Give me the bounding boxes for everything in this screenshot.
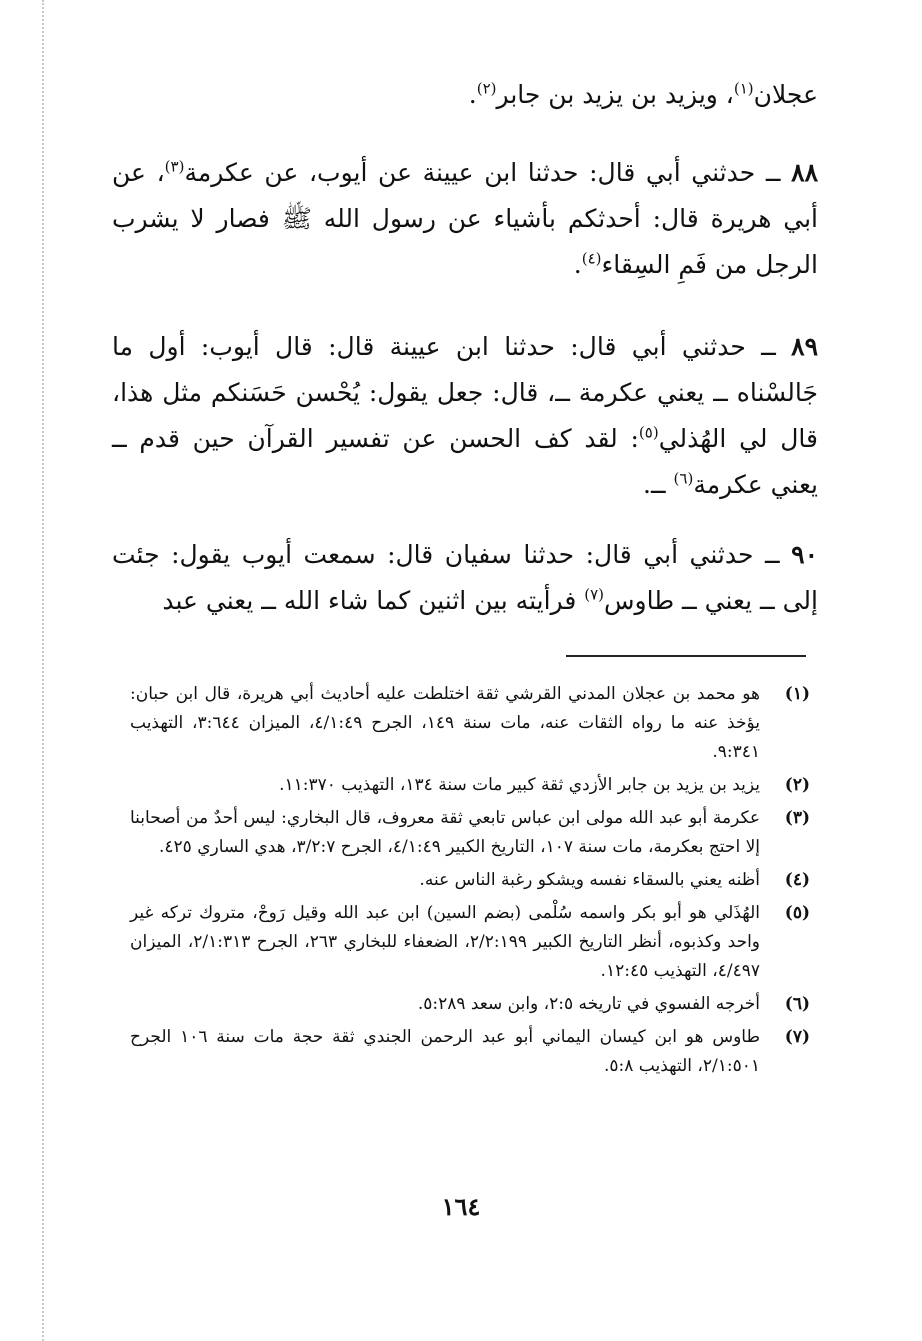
footnote-number: (٢) — [784, 775, 810, 795]
footnote-ref-1[interactable]: (١) — [733, 79, 754, 98]
footnote-number: (٧) — [784, 1027, 810, 1047]
footnote-1 — [130, 680, 810, 767]
hadith-number: ٨٩ — [791, 332, 818, 361]
footnote-text: عكرمة أبو عبد الله مولى ابن عباس تابعي ثقة معروف، قال البخاري: ليس أحدٌ من أصحابنا إلا احتج بعكرمة، مات سنة ١٠٧، التاريخ الكبير ٤/١:٤٩، الجرح ٣/٢:٧، هدي الساري ٤٢٥. — [130, 808, 760, 857]
hadith-number: ٩٠ — [791, 540, 818, 569]
footnote-number: (٤) — [784, 870, 810, 890]
footnote-number: (٣) — [784, 808, 810, 828]
footnote-text: يزيد بن يزيد بن جابر الأزدي ثقة كبير مات سنة ١٣٤، التهذيب ١١:٣٧٠. — [279, 775, 760, 795]
footnotes-section — [130, 680, 810, 1085]
footnote-ref-5[interactable]: (٥) — [638, 423, 659, 442]
footnote-4 — [130, 866, 810, 895]
text: . — [573, 250, 582, 279]
footnote-number: (١) — [784, 684, 810, 704]
footnote-text: الهُذَلي هو أبو بكر واسمه سُلْمى (بضم السين) ابن عبد الله وقيل رَوحْ، متروك تركه غير واحد وكذبوه، أنظر التاريخ الكبير ٢/٢:١٩٩، الضعفاء للبخاري ٢٦٣، الجرح ٢/١:٣١٣، الميزان ٤/٤٩٧، التهذيب ١٢:٤٥. — [130, 903, 761, 981]
footnote-separator — [566, 655, 806, 657]
text: عجلان — [753, 80, 818, 109]
text: ــ. — [643, 470, 674, 499]
footnote-ref-7[interactable]: (٧) — [584, 585, 604, 604]
footnote-number: (٦) — [784, 994, 810, 1014]
scan-margin-divider — [42, 0, 44, 1341]
footnote-ref-6[interactable]: (٦) — [673, 469, 694, 488]
footnote-text: طاوس هو ابن كيسان اليماني أبو عبد الرحمن الجندي ثقة حجة مات سنة ١٠٦ الجرح ٢/١:٥٠١، التهذيب ٥:٨. — [130, 1027, 761, 1076]
text: ــ حدثني أبي قال: حدثنا ابن عيينة قال: قال أيوب: أول ما جَالسْناه ــ يعني عكرمة ــ، قال: جعل يقول: يُحْسن حَسَنكم مثل هذا، قال لي الهُذلي — [112, 332, 818, 453]
footnote-ref-2[interactable]: (٢) — [476, 79, 497, 98]
footnote-2 — [130, 771, 810, 800]
footnote-3 — [130, 804, 810, 862]
text: ، ويزيد بن يزيد بن جابر — [496, 80, 734, 109]
footnote-7 — [130, 1023, 810, 1081]
text: فرأيته بين اثنين كما شاء الله ــ يعني عبد — [162, 586, 585, 615]
opening-paragraph — [112, 72, 818, 118]
text: : لقد كف الحسن عن تفسير القرآن حين قدم ــ يعني عكرمة — [112, 424, 818, 499]
hadith-89 — [112, 324, 818, 508]
footnote-text: هو محمد بن عجلان المدني القرشي ثقة اختلطت عليه أحاديث أبي هريرة، قال ابن حبان: يؤخذ عنه ما رواه الثقات عنه، مات سنة ١٤٩، الجرح ٤/١:٤٩، الميزان ٣:٦٤٤، التهذيب ٩:٣٤١. — [130, 684, 761, 762]
text: ، عن أبي هريرة قال: أحدثكم بأشياء عن رسول الله ﷺ فصار لا يشرب الرجل من فَمِ السِقاء — [112, 158, 818, 279]
hadith-88 — [112, 150, 818, 288]
footnote-5 — [130, 899, 810, 986]
footnote-6 — [130, 990, 810, 1019]
footnote-ref-3[interactable]: (٣) — [164, 157, 185, 176]
text: ــ حدثني أبي قال: حدثنا ابن عيينة عن أيوب، عن عكرمة — [184, 158, 792, 187]
footnote-number: (٥) — [784, 903, 810, 923]
footnote-text: أظنه يعني بالسقاء نفسه ويشكو رغبة الناس عنه. — [419, 870, 760, 890]
page-number: ١٦٤ — [441, 1192, 481, 1221]
footnote-text: أخرجه الفسوي في تاريخه ٢:٥، وابن سعد ٥:٢٨٩. — [417, 994, 760, 1014]
footnote-ref-4[interactable]: (٤) — [581, 249, 602, 268]
text: ــ حدثني أبي قال: حدثنا سفيان قال: سمعت أيوب يقول: جئت إلى ــ يعني ــ طاوس — [112, 540, 818, 615]
hadith-90 — [112, 532, 818, 624]
hadith-number: ٨٨ — [791, 158, 818, 187]
text: . — [468, 80, 477, 109]
